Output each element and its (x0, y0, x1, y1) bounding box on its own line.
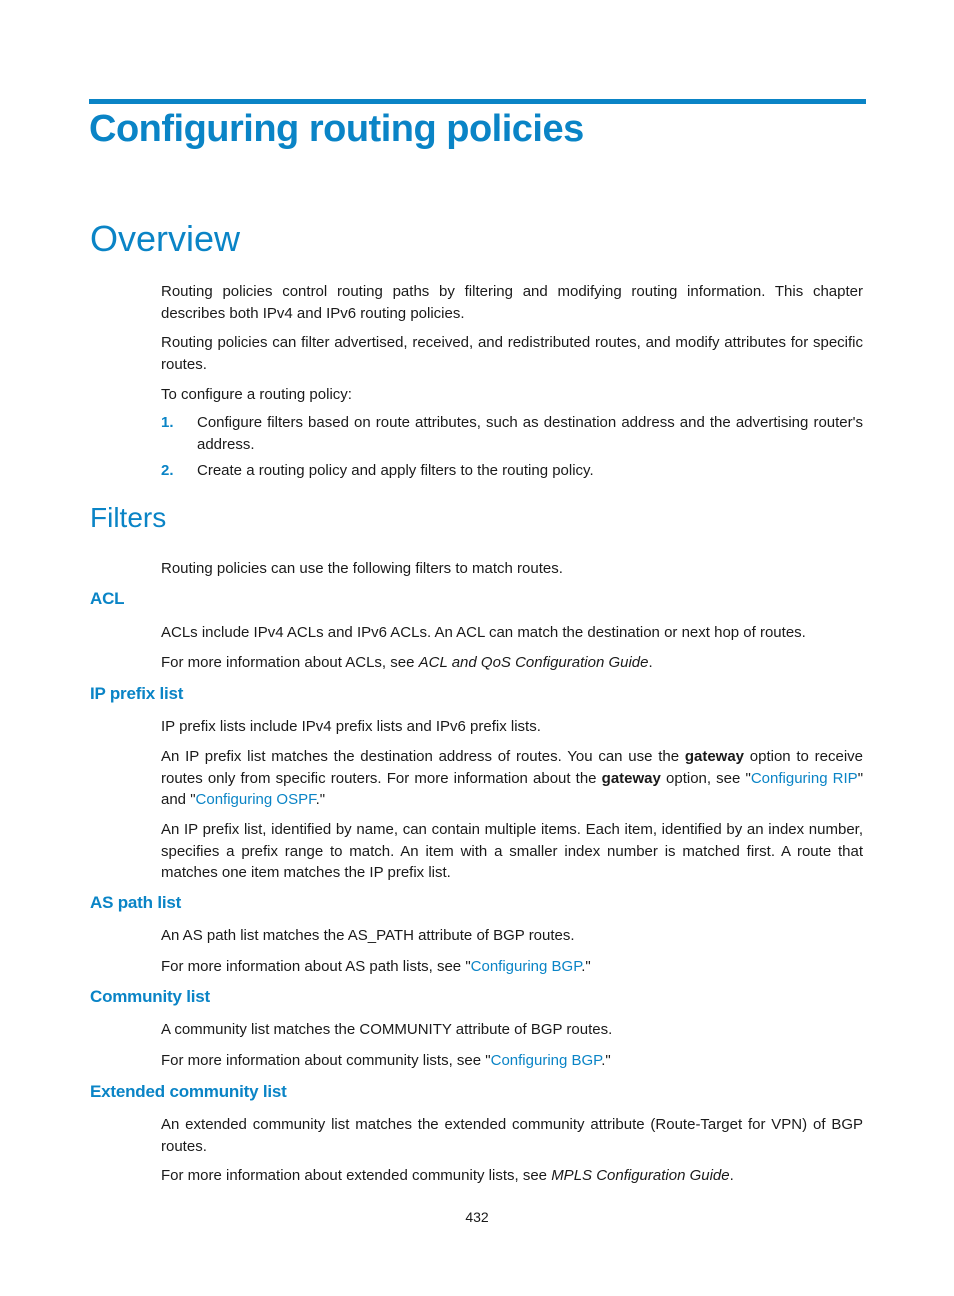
text-run: . (648, 654, 653, 671)
ext-community-heading: Extended community list (90, 1082, 287, 1101)
list-number: 1. (161, 414, 174, 431)
community-heading: Community list (90, 987, 210, 1006)
ip-prefix-paragraph-1: IP prefix lists include IPv4 prefix lists and IPv6 prefix lists. (161, 718, 541, 735)
acl-paragraph-2 (161, 652, 863, 674)
overview-paragraph-3: To configure a routing policy: (161, 386, 352, 403)
overview-heading: Overview (90, 218, 241, 259)
filters-heading: Filters (90, 502, 167, 533)
overview-paragraph-1: Routing policies control routing paths by filtering and modifying routing information. This chapter describes both IPv4 and IPv6 routing policies. (161, 283, 863, 322)
list-item (161, 460, 863, 482)
list-item (161, 412, 863, 455)
text-run: For more information about community lists, see " (161, 1052, 491, 1069)
keyword: gateway (684, 748, 745, 765)
configuring-ospf-link[interactable]: Configuring OSPF (195, 791, 316, 808)
configuring-bgp-link[interactable]: Configuring BGP (490, 1052, 602, 1069)
keyword: gateway (601, 769, 661, 787)
list-number: 2. (161, 462, 174, 479)
overview-paragraph-2: Routing policies can filter advertised, received, and redistributed routes, and modify attributes for specific routes. (161, 334, 863, 373)
ip-prefix-paragraph-2 (161, 746, 863, 811)
chapter-title: Configuring routing policies (89, 108, 584, 150)
text-run: For more information about extended community lists, see (161, 1167, 552, 1184)
as-path-paragraph-2 (161, 956, 863, 978)
list-text: Create a routing policy and apply filters to the routing policy. (197, 462, 594, 479)
text-run: . (729, 1167, 734, 1184)
text-run: option to receive routes only from specific routers. For more information about the (161, 748, 863, 787)
text-run: ." (581, 958, 591, 975)
filters-intro: Routing policies can use the following filters to match routes. (161, 560, 563, 577)
text-run: An IP prefix list matches the destination address of routes. You can use the (161, 748, 685, 765)
text-run: For more information about ACLs, see (161, 654, 419, 671)
text-run: " and " (161, 769, 864, 808)
acl-heading: ACL (90, 589, 125, 608)
list-text: Configure filters based on route attributes, such as destination address and the advertising router's address. (197, 414, 863, 453)
ext-community-paragraph-2 (161, 1165, 863, 1187)
configuring-rip-link[interactable]: Configuring RIP (750, 769, 858, 787)
ip-prefix-paragraph-3: An IP prefix list, identified by name, can contain multiple items. Each item, identified by an index number, specifies a prefix range to match. An item with a smaller index number is matched first. A route that matches one item matches the IP prefix list. (161, 821, 863, 881)
configuring-bgp-link[interactable]: Configuring BGP (470, 958, 582, 975)
text-run: For more information about AS path lists, see " (161, 958, 471, 975)
community-paragraph-1: A community list matches the COMMUNITY attribute of BGP routes. (161, 1021, 613, 1038)
page-number: 432 (465, 1209, 489, 1225)
title-rule (89, 99, 866, 104)
ip-prefix-heading: IP prefix list (90, 684, 184, 703)
community-paragraph-2 (161, 1050, 863, 1072)
ext-community-paragraph-1: An extended community list matches the extended community attribute (Route-Target for VPN) of BGP routes. (161, 1116, 863, 1155)
text-run: ." (601, 1052, 611, 1069)
text-run: ." (315, 791, 326, 808)
guide-reference: MPLS Configuration Guide (551, 1167, 730, 1184)
guide-reference: ACL and QoS Configuration Guide (418, 654, 649, 671)
acl-paragraph-1: ACLs include IPv4 ACLs and IPv6 ACLs. An ACL can match the destination or next hop of routes. (161, 624, 806, 641)
text-run: option, see " (660, 769, 751, 787)
as-path-heading: AS path list (90, 893, 182, 912)
as-path-paragraph-1: An AS path list matches the AS_PATH attribute of BGP routes. (161, 927, 575, 944)
